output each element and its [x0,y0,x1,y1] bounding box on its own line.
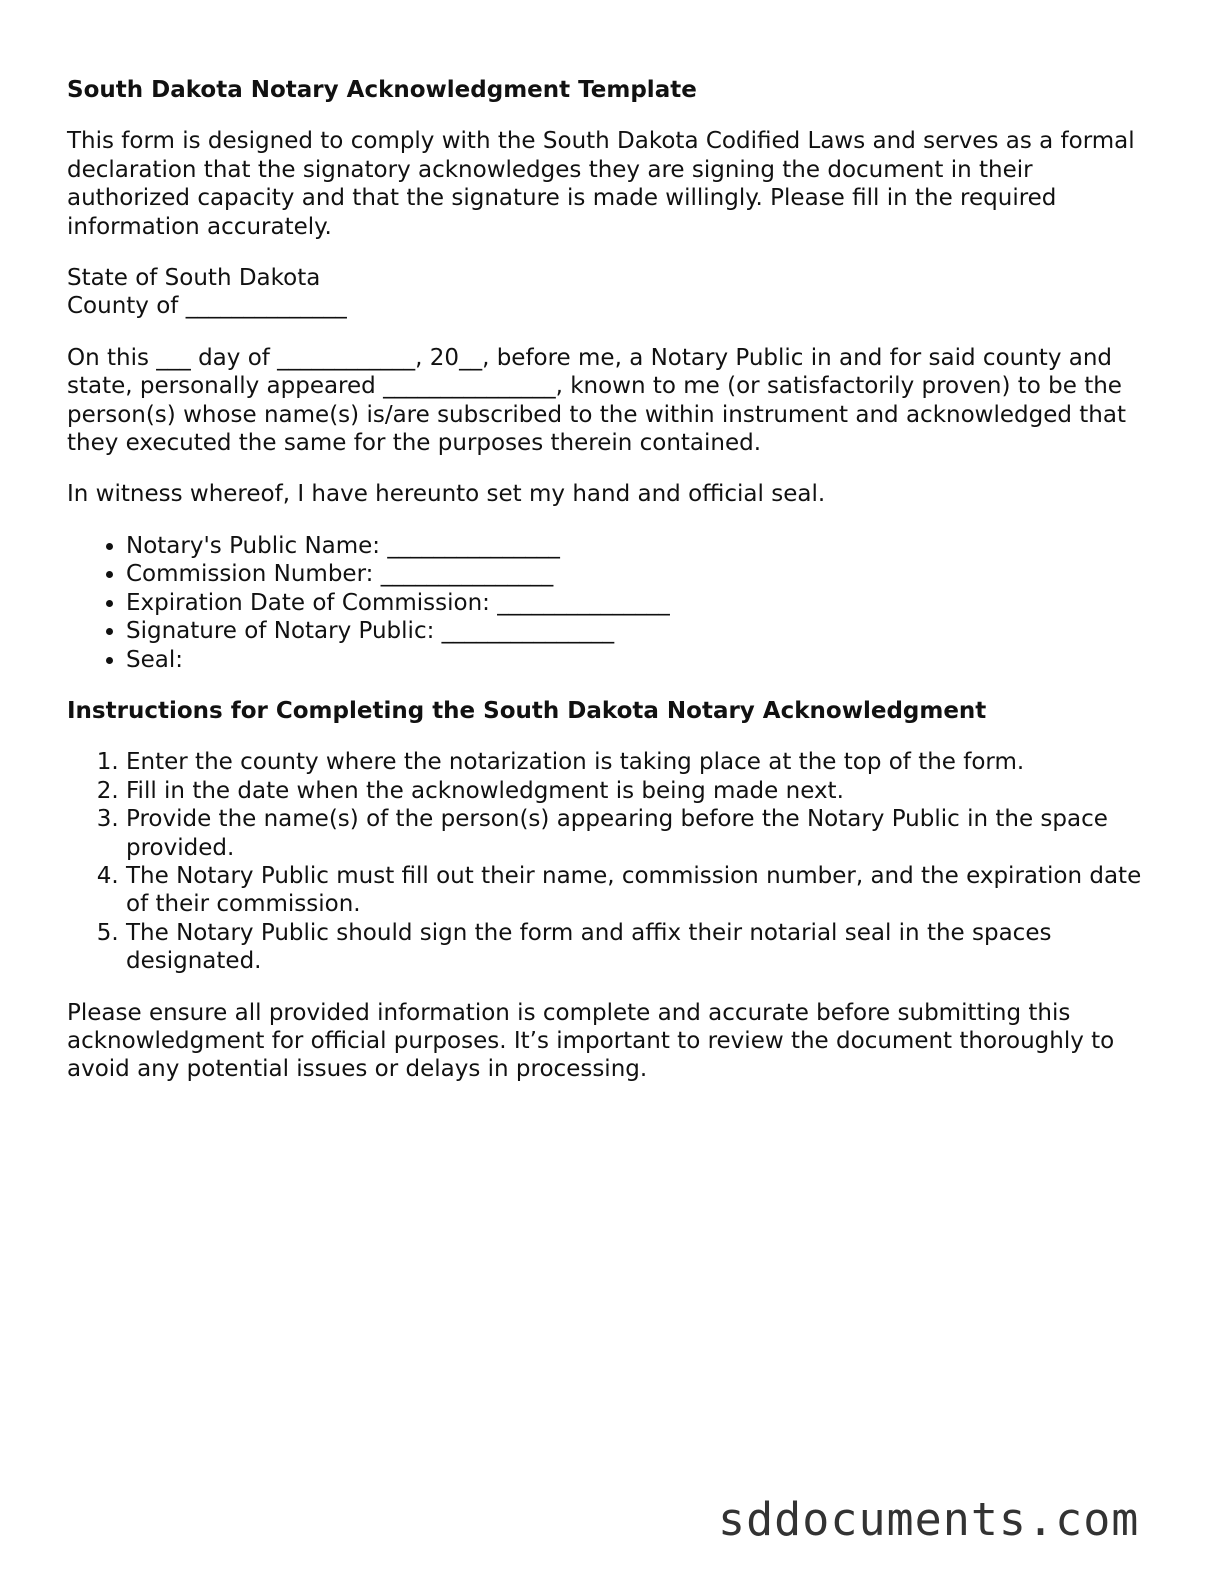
closing-paragraph: Please ensure all provided information is complete and accurate before submitting this acknowledgment for official purposes. It’s important to review the document thoroughly to avoid any potential issues or delays in processing. [67,999,1115,1083]
instruction-item: 4. The Notary Public must fill out their name, commission number, and the expiration date of their commission. [126,862,1157,919]
intro-paragraph: This form is designed to comply with the South Dakota Codified Laws and serves as a formal declaration that the signatory acknowledges they are signing the document in their authorized capacity and that the signature is made willingly. Please fill in the required information accurately. [67,128,1135,240]
notary-signature-field: • Signature of Notary Public: _______________ [126,617,1157,645]
instructions-list [67,748,1157,975]
notary-name-field: • Notary's Public Name: _______________ [126,532,1157,560]
instruction-item: 5. The Notary Public should sign the form and affix their notarial seal in the spaces designated. [126,919,1157,976]
instructions-title: Instructions for Completing the South Dakota Notary Acknowledgment [67,697,987,724]
venue-block [67,264,1157,321]
acknowledgment-paragraph: On this ___ day of ____________, 20__, before me, a Notary Public in and for said county and state, personally appeared _______________, known to me (or satisfactorily proven) to be the person(s) whose name(s) is/are subscribed to the within instrument and acknowledged that they executed the same for the purposes therein contained. [67,344,1126,457]
expiration-date-field: • Expiration Date of Commission: _______________ [126,589,1157,617]
document-title: South Dakota Notary Acknowledgment Template [67,77,697,103]
instruction-item: 2. Fill in the date when the acknowledgment is being made next. [126,777,1157,805]
instruction-item: 1. Enter the county where the notarization is taking place at the top of the form. [126,748,1157,776]
seal-field: • Seal: [126,646,1157,674]
instruction-item: 3. Provide the name(s) of the person(s) appearing before the Notary Public in the space provided. [126,805,1157,862]
venue-state: State of South Dakota [67,265,321,292]
venue-county: County of ______________ [67,293,347,320]
commission-number-field: • Commission Number: _______________ [126,560,1157,588]
site-watermark: sddocuments.com [718,1493,1140,1546]
document-page [67,76,1157,1107]
witness-statement: In witness whereof, I have hereunto set my hand and official seal. [67,481,826,508]
notary-fields-list [67,532,1157,674]
